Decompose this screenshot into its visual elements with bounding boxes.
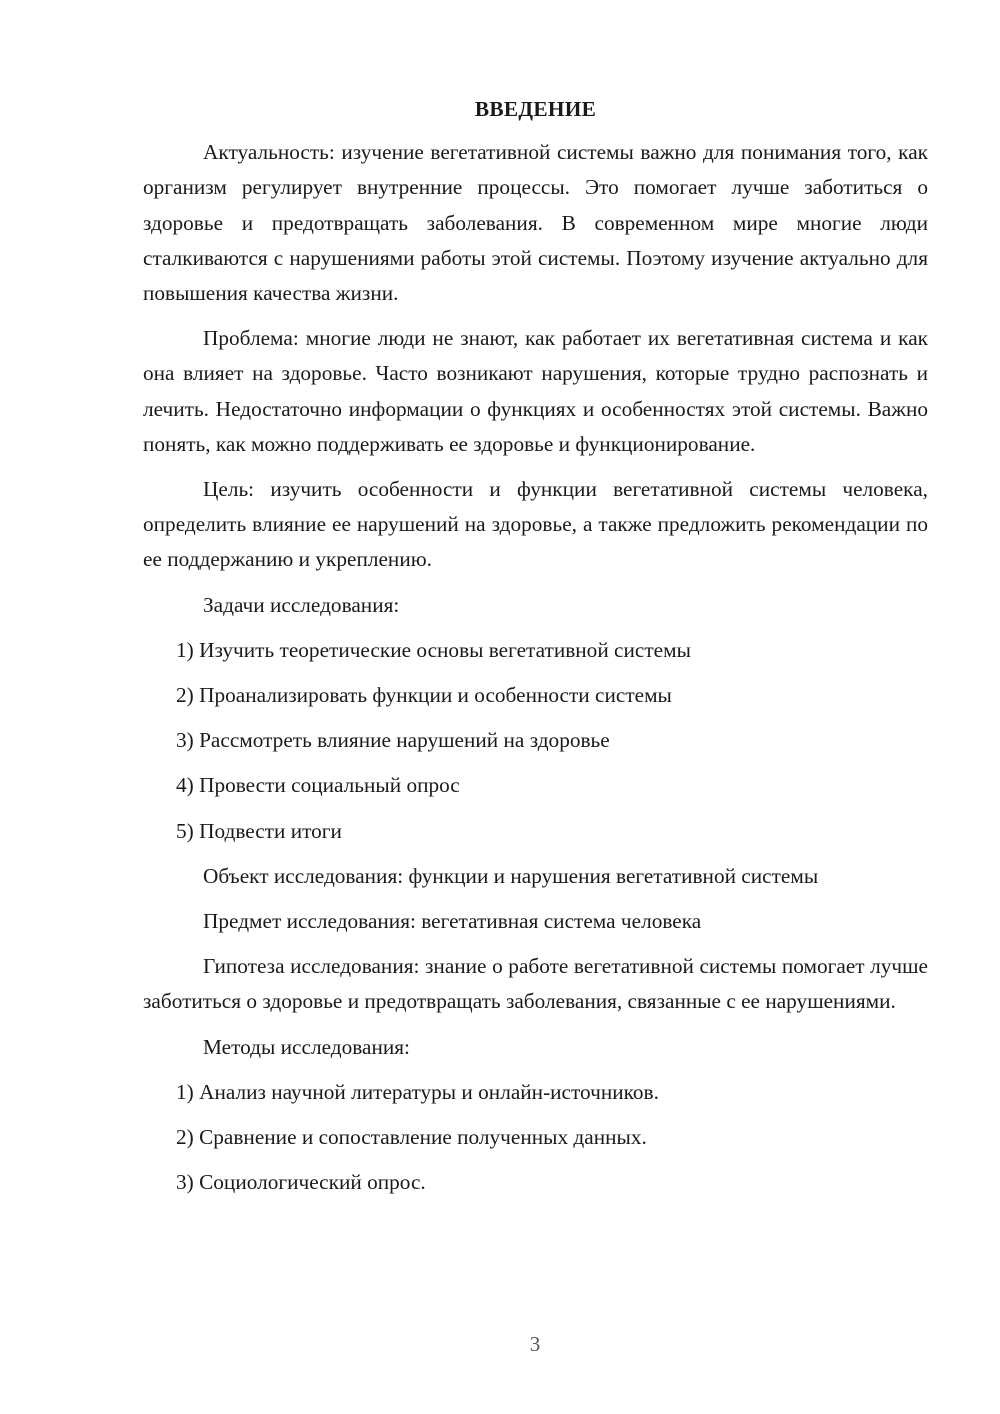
- method-item-3: 3) Социологический опрос.: [176, 1170, 426, 1195]
- task-item-1: 1) Изучить теоретические основы вегетативной системы: [176, 637, 691, 662]
- task-item-4: 4) Провести социальный опрос: [176, 773, 460, 798]
- research-subject: Предмет исследования: вегетативная система человека: [203, 909, 702, 934]
- hypothesis-paragraph: Гипотеза исследования: знание о работе вегетативной системы помогает лучше заботиться о здоровье и предотвращать заболевания, связанные с ее нарушениями.: [143, 954, 928, 1014]
- task-item-2: 2) Проанализировать функции и особенности системы: [176, 683, 672, 708]
- task-item-3: 3) Рассмотреть влияние нарушений на здоровье: [176, 728, 610, 753]
- method-item-1: 1) Анализ научной литературы и онлайн-источников.: [176, 1079, 659, 1104]
- method-item-2: 2) Сравнение и сопоставление полученных данных.: [176, 1125, 647, 1150]
- document-page: [143, 92, 928, 1210]
- problem-paragraph: Проблема: многие люди не знают, как работает их вегетативная система и как она влияет на здоровье. Часто возникают нарушения, которые трудно распознать и лечить. Недостаточно информации о функциях и особенностях этой системы. Важно понять, как можно поддерживать ее здоровье и функционирование.: [143, 326, 928, 456]
- goal-paragraph: Цель: изучить особенности и функции вегетативной системы человека, определить влияние ее нарушений на здоровье, а также предложить рекомендации по ее поддержанию и укреплению.: [143, 477, 928, 572]
- section-heading: ВВЕДЕНИЕ: [474, 97, 597, 121]
- research-object: Объект исследования: функции и нарушения вегетативной системы: [203, 863, 819, 888]
- page-number: 3: [529, 1332, 541, 1356]
- tasks-title: Задачи исследования:: [203, 592, 400, 617]
- methods-title: Методы исследования:: [203, 1034, 410, 1059]
- relevance-paragraph: Актуальность: изучение вегетативной системы важно для понимания того, как организм регулирует внутренние процессы. Это помогает лучше заботиться о здоровье и предотвращать заболевания. В современном мире многие люди сталкиваются с нарушениями работы этой системы. Поэтому изучение актуально для повышения качества жизни.: [143, 140, 928, 306]
- task-item-5: 5) Подвести итоги: [176, 818, 342, 843]
